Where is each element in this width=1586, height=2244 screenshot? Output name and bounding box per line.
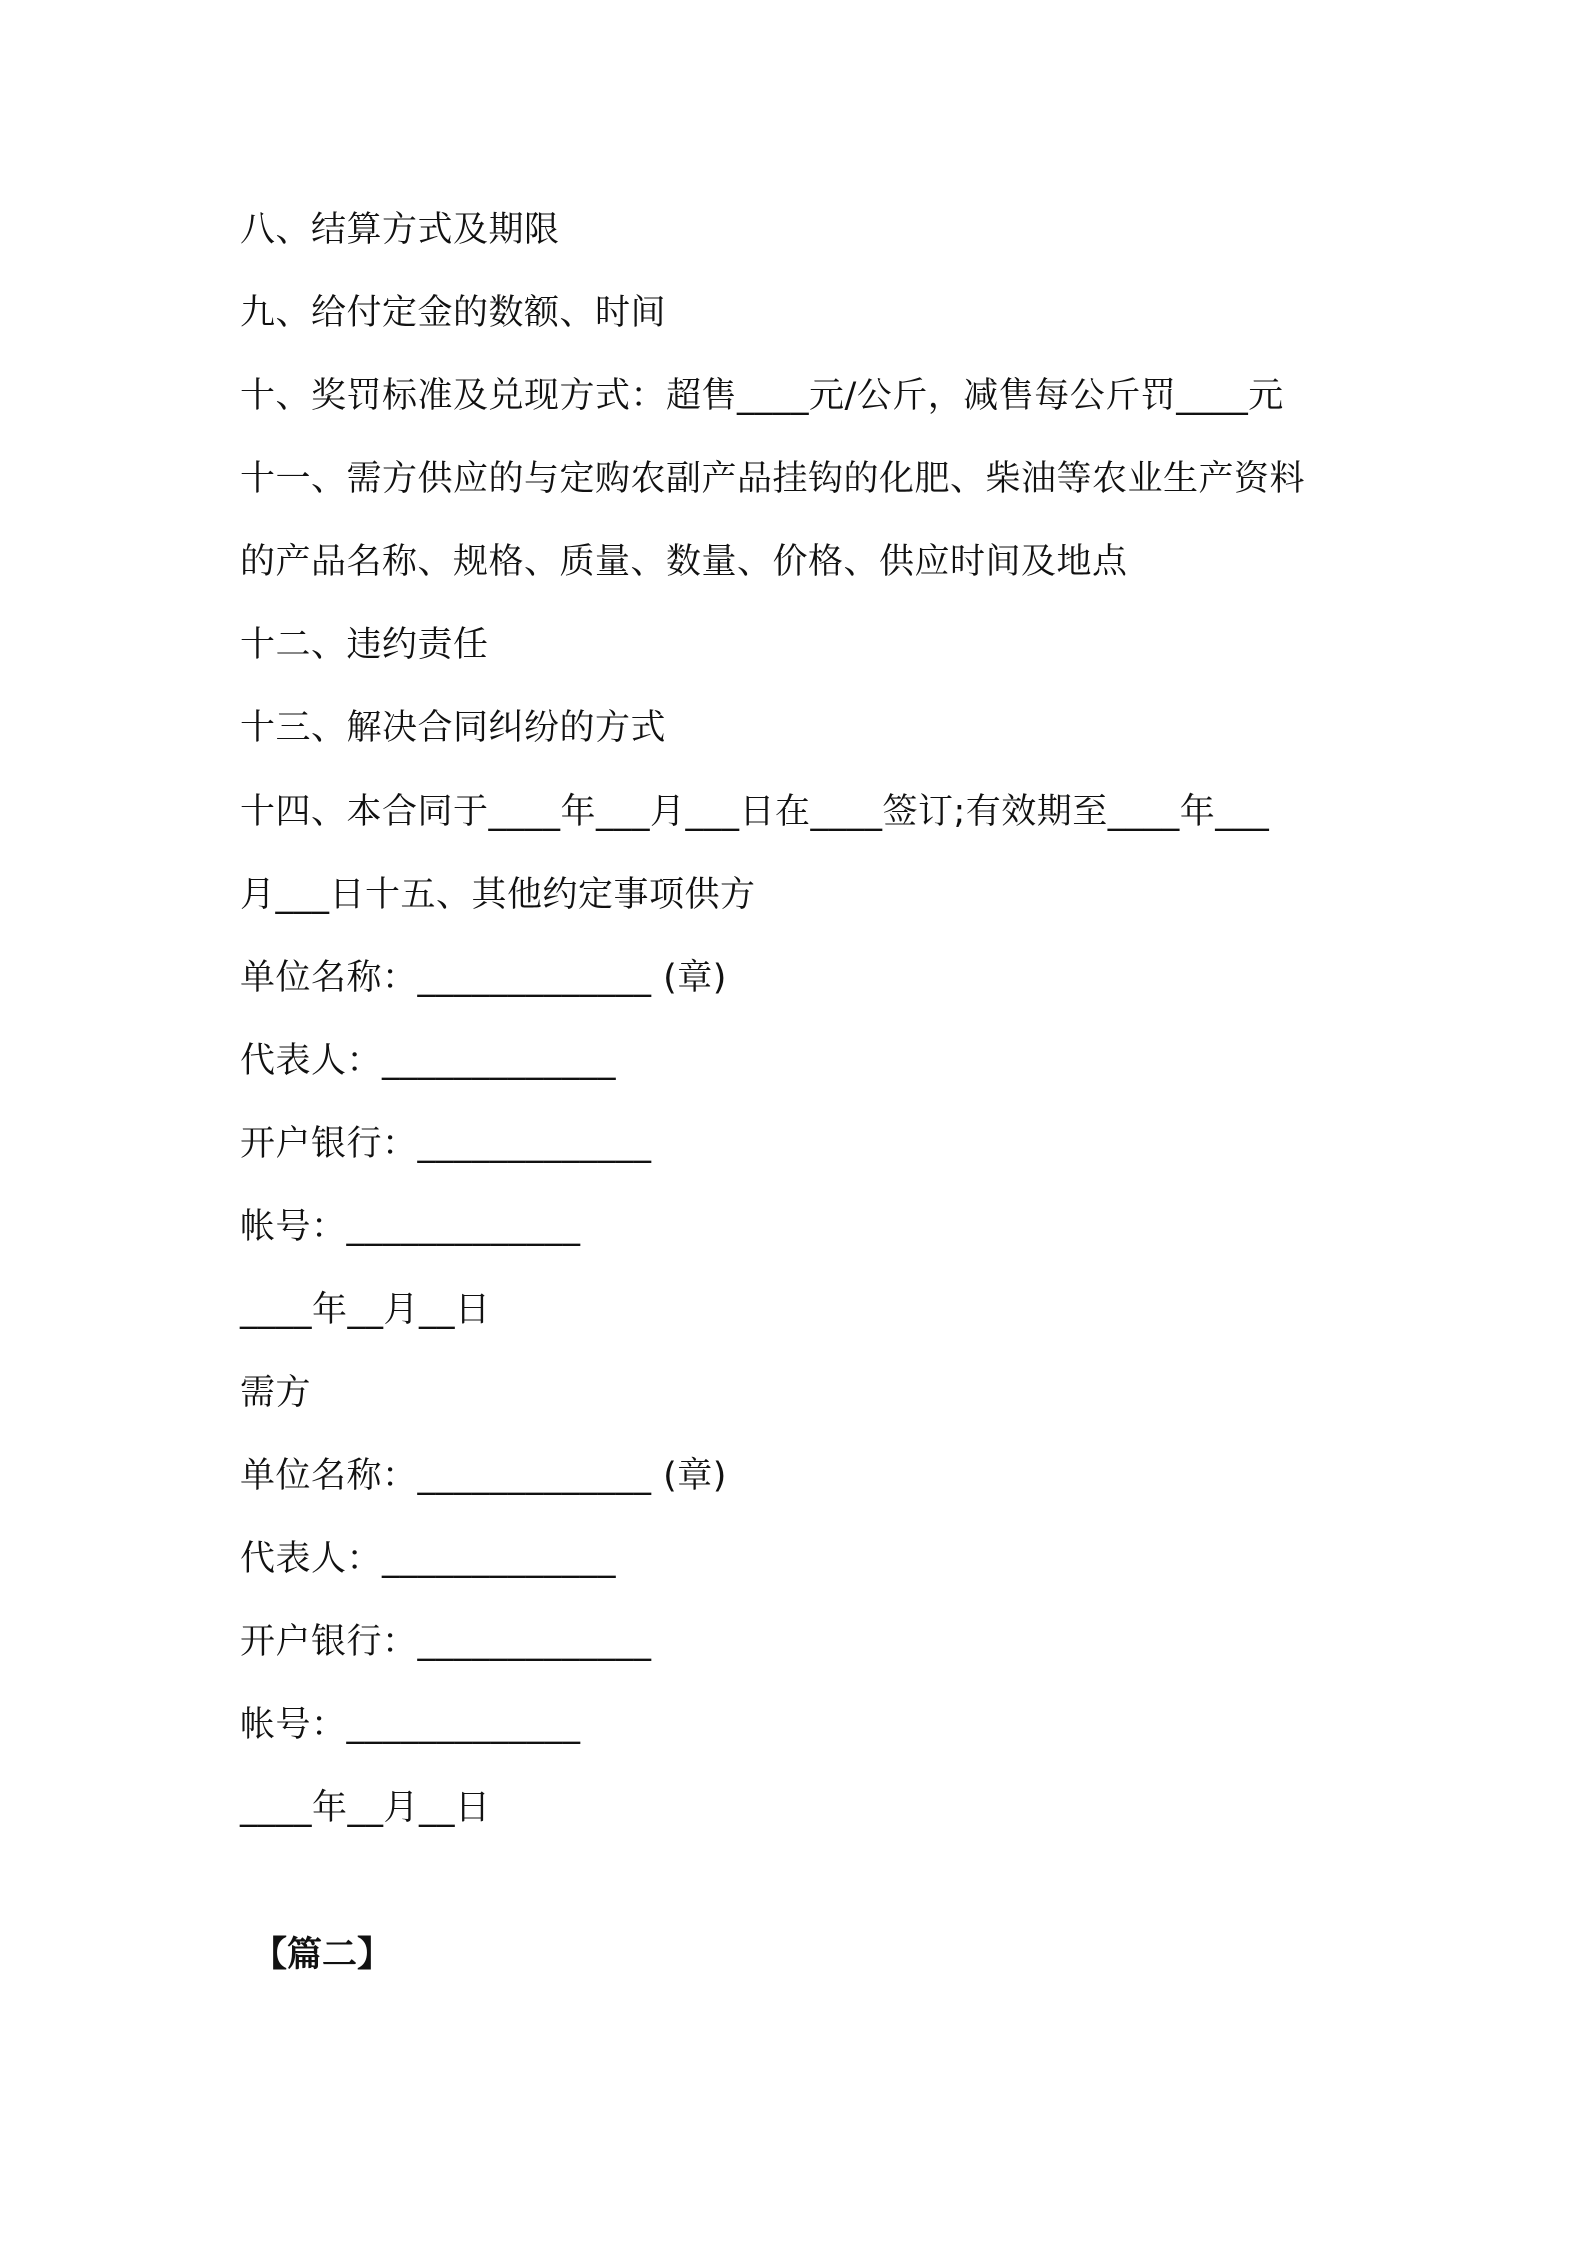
clause-twelve: 十二、违约责任 <box>240 625 489 665</box>
clause-nine: 九、给付定金的数额、时间 <box>240 293 667 333</box>
supplier-bank: 开户银行：_____________ <box>240 1124 652 1164</box>
section-two-heading: 【篇二】 <box>252 1935 393 1975</box>
buyer-representative: 代表人：_____________ <box>240 1539 617 1579</box>
buyer-label: 需方 <box>240 1373 312 1413</box>
supplier-unit-name: 单位名称：_____________ (章) <box>240 958 727 998</box>
clause-ten: 十、奖罚标准及兑现方式：超售____元/公斤，减售每公斤罚____元 <box>240 376 1284 416</box>
clause-fourteen-continued: 月___日十五、其他约定事项供方 <box>240 875 756 915</box>
clause-eleven: 十一、需方供应的与定购农副产品挂钩的化肥、柴油等农业生产资料 <box>240 459 1306 499</box>
buyer-bank: 开户银行：_____________ <box>240 1622 652 1662</box>
clause-eight: 八、结算方式及期限 <box>240 210 560 250</box>
clause-fourteen: 十四、本合同于____年___月___日在____签订;有效期至____年___ <box>240 792 1270 832</box>
clause-eleven-continued: 的产品名称、规格、质量、数量、价格、供应时间及地点 <box>240 542 1128 582</box>
buyer-date: ____年__月__日 <box>240 1788 491 1828</box>
buyer-unit-name: 单位名称：_____________ (章) <box>240 1456 727 1496</box>
buyer-account: 帐号：_____________ <box>240 1705 581 1745</box>
supplier-representative: 代表人：_____________ <box>240 1041 617 1081</box>
supplier-account: 帐号：_____________ <box>240 1207 581 1247</box>
clause-thirteen: 十三、解决合同纠纷的方式 <box>240 708 667 748</box>
supplier-date: ____年__月__日 <box>240 1290 491 1330</box>
